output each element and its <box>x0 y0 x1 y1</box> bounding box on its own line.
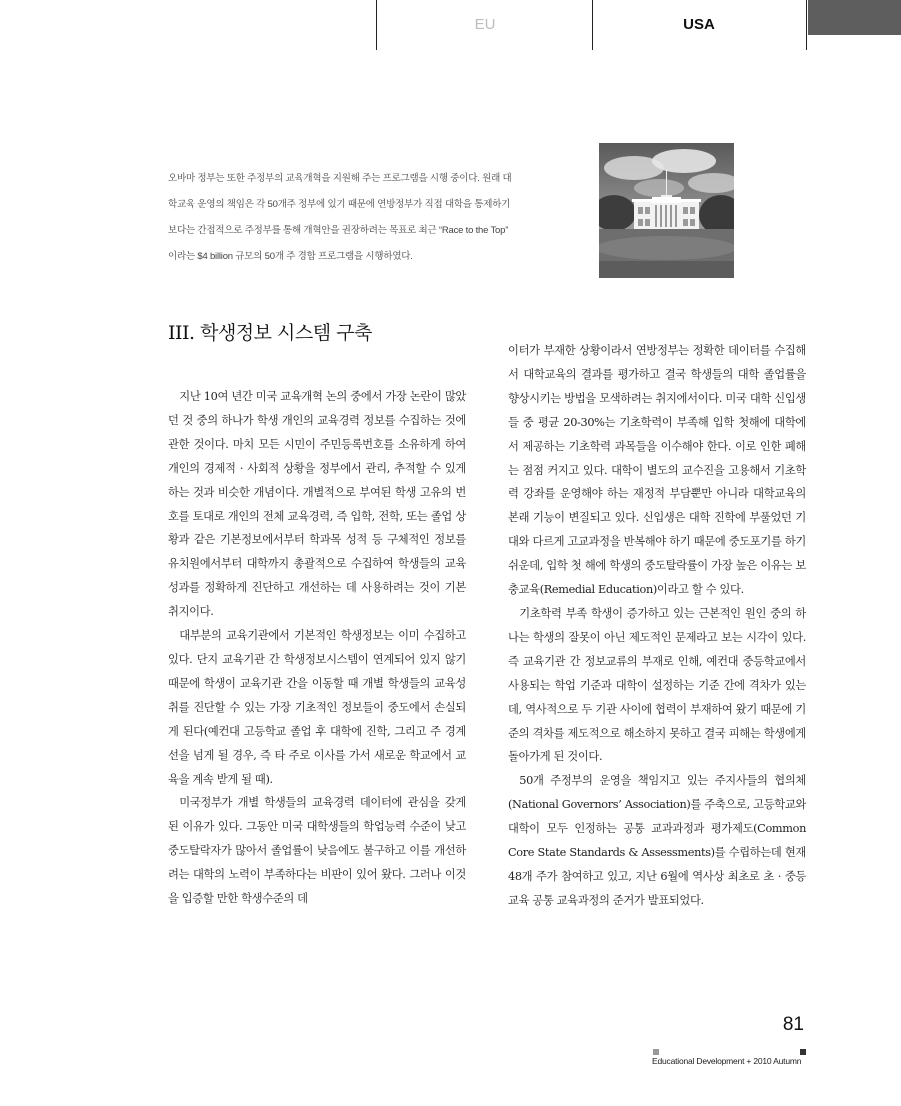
header-tabs <box>0 0 901 52</box>
body-paragraph: 대부분의 교육기관에서 기본적인 학생정보는 이미 수집하고 있다. 단지 교육기관 간 학생정보시스템이 연계되어 있지 않기 때문에 학생이 교육기관 간을 이동할 때 개별 학생들의 교육성취를 진단할 수 있는 가장 기초적인 정보들이 중도에서 손실되게 된다(예컨대 고등학교 졸업 후 대학에 진학, 그리고 주 경계선을 넘게 될 경우, 즉 타 주로 이사를 가서 새로운 학교에서 교육을 계속 받게 될 때). <box>168 629 466 786</box>
body-paragraph: 50개 주정부의 운영을 책임지고 있는 주지사들의 협의체(National Governors’ Association)를 주축으로, 고등학교와 대학이 모두 인정하는 공통 교과과정과 평가제도(Common Core State Standards & Assessments)를 수립하는데 현재 48개 주가 참여하고 있고, 지난 6월에 역사상 최초로 초 · 중등교육 공통 교육과정의 준거가 발표되었다. <box>508 774 806 907</box>
section-title: III. 학생정보 시스템 구축 <box>168 322 372 344</box>
footer-square-icon <box>653 1049 659 1055</box>
intro-paragraph: 오바마 정부는 또한 주정부의 교육개혁을 지원해 주는 프로그램을 시행 중이다. 원래 대학교육 운영의 책임은 각 50개주 정부에 있기 때문에 연방정부가 직접 대학을 통제하기 보다는 간접적으로 주정부를 통해 개혁안을 권장하려는 목표로 최근 “Race to the Top” 이라는 $4 billion 규모의 50개 주 경합 프로그램을 시행하였다. <box>168 173 512 262</box>
right-column <box>508 339 806 913</box>
page-number: 81 <box>782 1014 804 1035</box>
body-paragraph: 이터가 부재한 상황이라서 연방정부는 정확한 데이터를 수집해서 대학교육의 결과를 평가하고 결국 학생들의 대학 졸업률을 향상시키는 방법을 모색하려는 취지에서이다. 미국 대학 신입생들 중 평균 20-30%는 기초학력이 부족해 입학 첫해에 대학에서 제공하는 기초학력 과목들을 이수해야 한다. 이로 인한 폐해는 점점 커지고 있다. 대학이 별도의 교수진을 고용해서 기초학력 강좌를 운영해야 하는 재정적 부담뿐만 아니라 대학교육의 본래 기능이 변질되고 있다. 신입생은 대학 진학에 부풀었던 기대와 다르게 고교과정을 반복해야 하기 때문에 중도포기를 하기 쉬운데, 입학 첫 해에 학생의 중도탈락률이 가장 높은 이유는 보충교육(Remedial Education)이라고 할 수 있다. <box>508 344 806 597</box>
left-column <box>168 385 466 911</box>
tab-eu[interactable]: EU <box>474 16 496 33</box>
tab-usa[interactable]: USA <box>683 16 715 33</box>
footer-square-icon <box>800 1049 806 1055</box>
body-paragraph: 미국정부가 개별 학생들의 교육경력 데이터에 관심을 갖게 된 이유가 있다. 그동안 미국 대학생들의 학업능력 수준이 낮고 중도탈락자가 많아서 졸업률이 낮음에도 불구하고 이를 개선하려는 대학의 노력이 부족하다는 비판이 있어 왔다. 그러나 이것을 입증할 만한 학생수준의 데 <box>168 796 466 906</box>
publication-footer: Educational Development + 2010 Autumn <box>652 1056 802 1066</box>
tab-divider <box>806 0 807 50</box>
corner-block <box>808 0 901 35</box>
body-paragraph: 기초학력 부족 학생이 증가하고 있는 근본적인 원인 중의 하나는 학생의 잘못이 아닌 제도적인 문제라고 보는 시각이 있다. 즉 교육기관 간 정보교류의 부재로 인해, 예컨대 중등학교에서 사용되는 학업 기준과 대학이 설정하는 기준 간에 격차가 있는데, 역사적으로 두 기관 사이에 협력이 부재하여 왔기 때문에 기준의 격차를 제도적으로 해소하지 못하고 결국 피해는 학생에게 돌아가게 된 것이다. <box>508 606 806 764</box>
white-house-photo <box>599 143 734 278</box>
tab-divider <box>376 0 377 50</box>
body-paragraph: 지난 10여 년간 미국 교육개혁 논의 중에서 가장 논란이 많았던 것 중의 하나가 학생 개인의 교육경력 정보를 수집하는 것에 관한 것이다. 마치 모든 시민이 주민등록번호를 소유하게 하여 개인의 경제적 · 사회적 상황을 정부에서 관리, 추적할 수 있게 하는 것과 비슷한 개념이다. 개별적으로 부여된 학생 고유의 번호를 토대로 개인의 전체 교육경력, 즉 입학, 전학, 또는 졸업 상황과 같은 기본정보에서부터 학과목 성적 등 구체적인 정보를 유치원에서부터 대학까지 총괄적으로 수집하여 학생들의 교육성과를 정확하게 진단하고 개선하는 데 사용하려는 것이 기본 취지이다. <box>168 390 466 619</box>
tab-divider <box>592 0 593 50</box>
